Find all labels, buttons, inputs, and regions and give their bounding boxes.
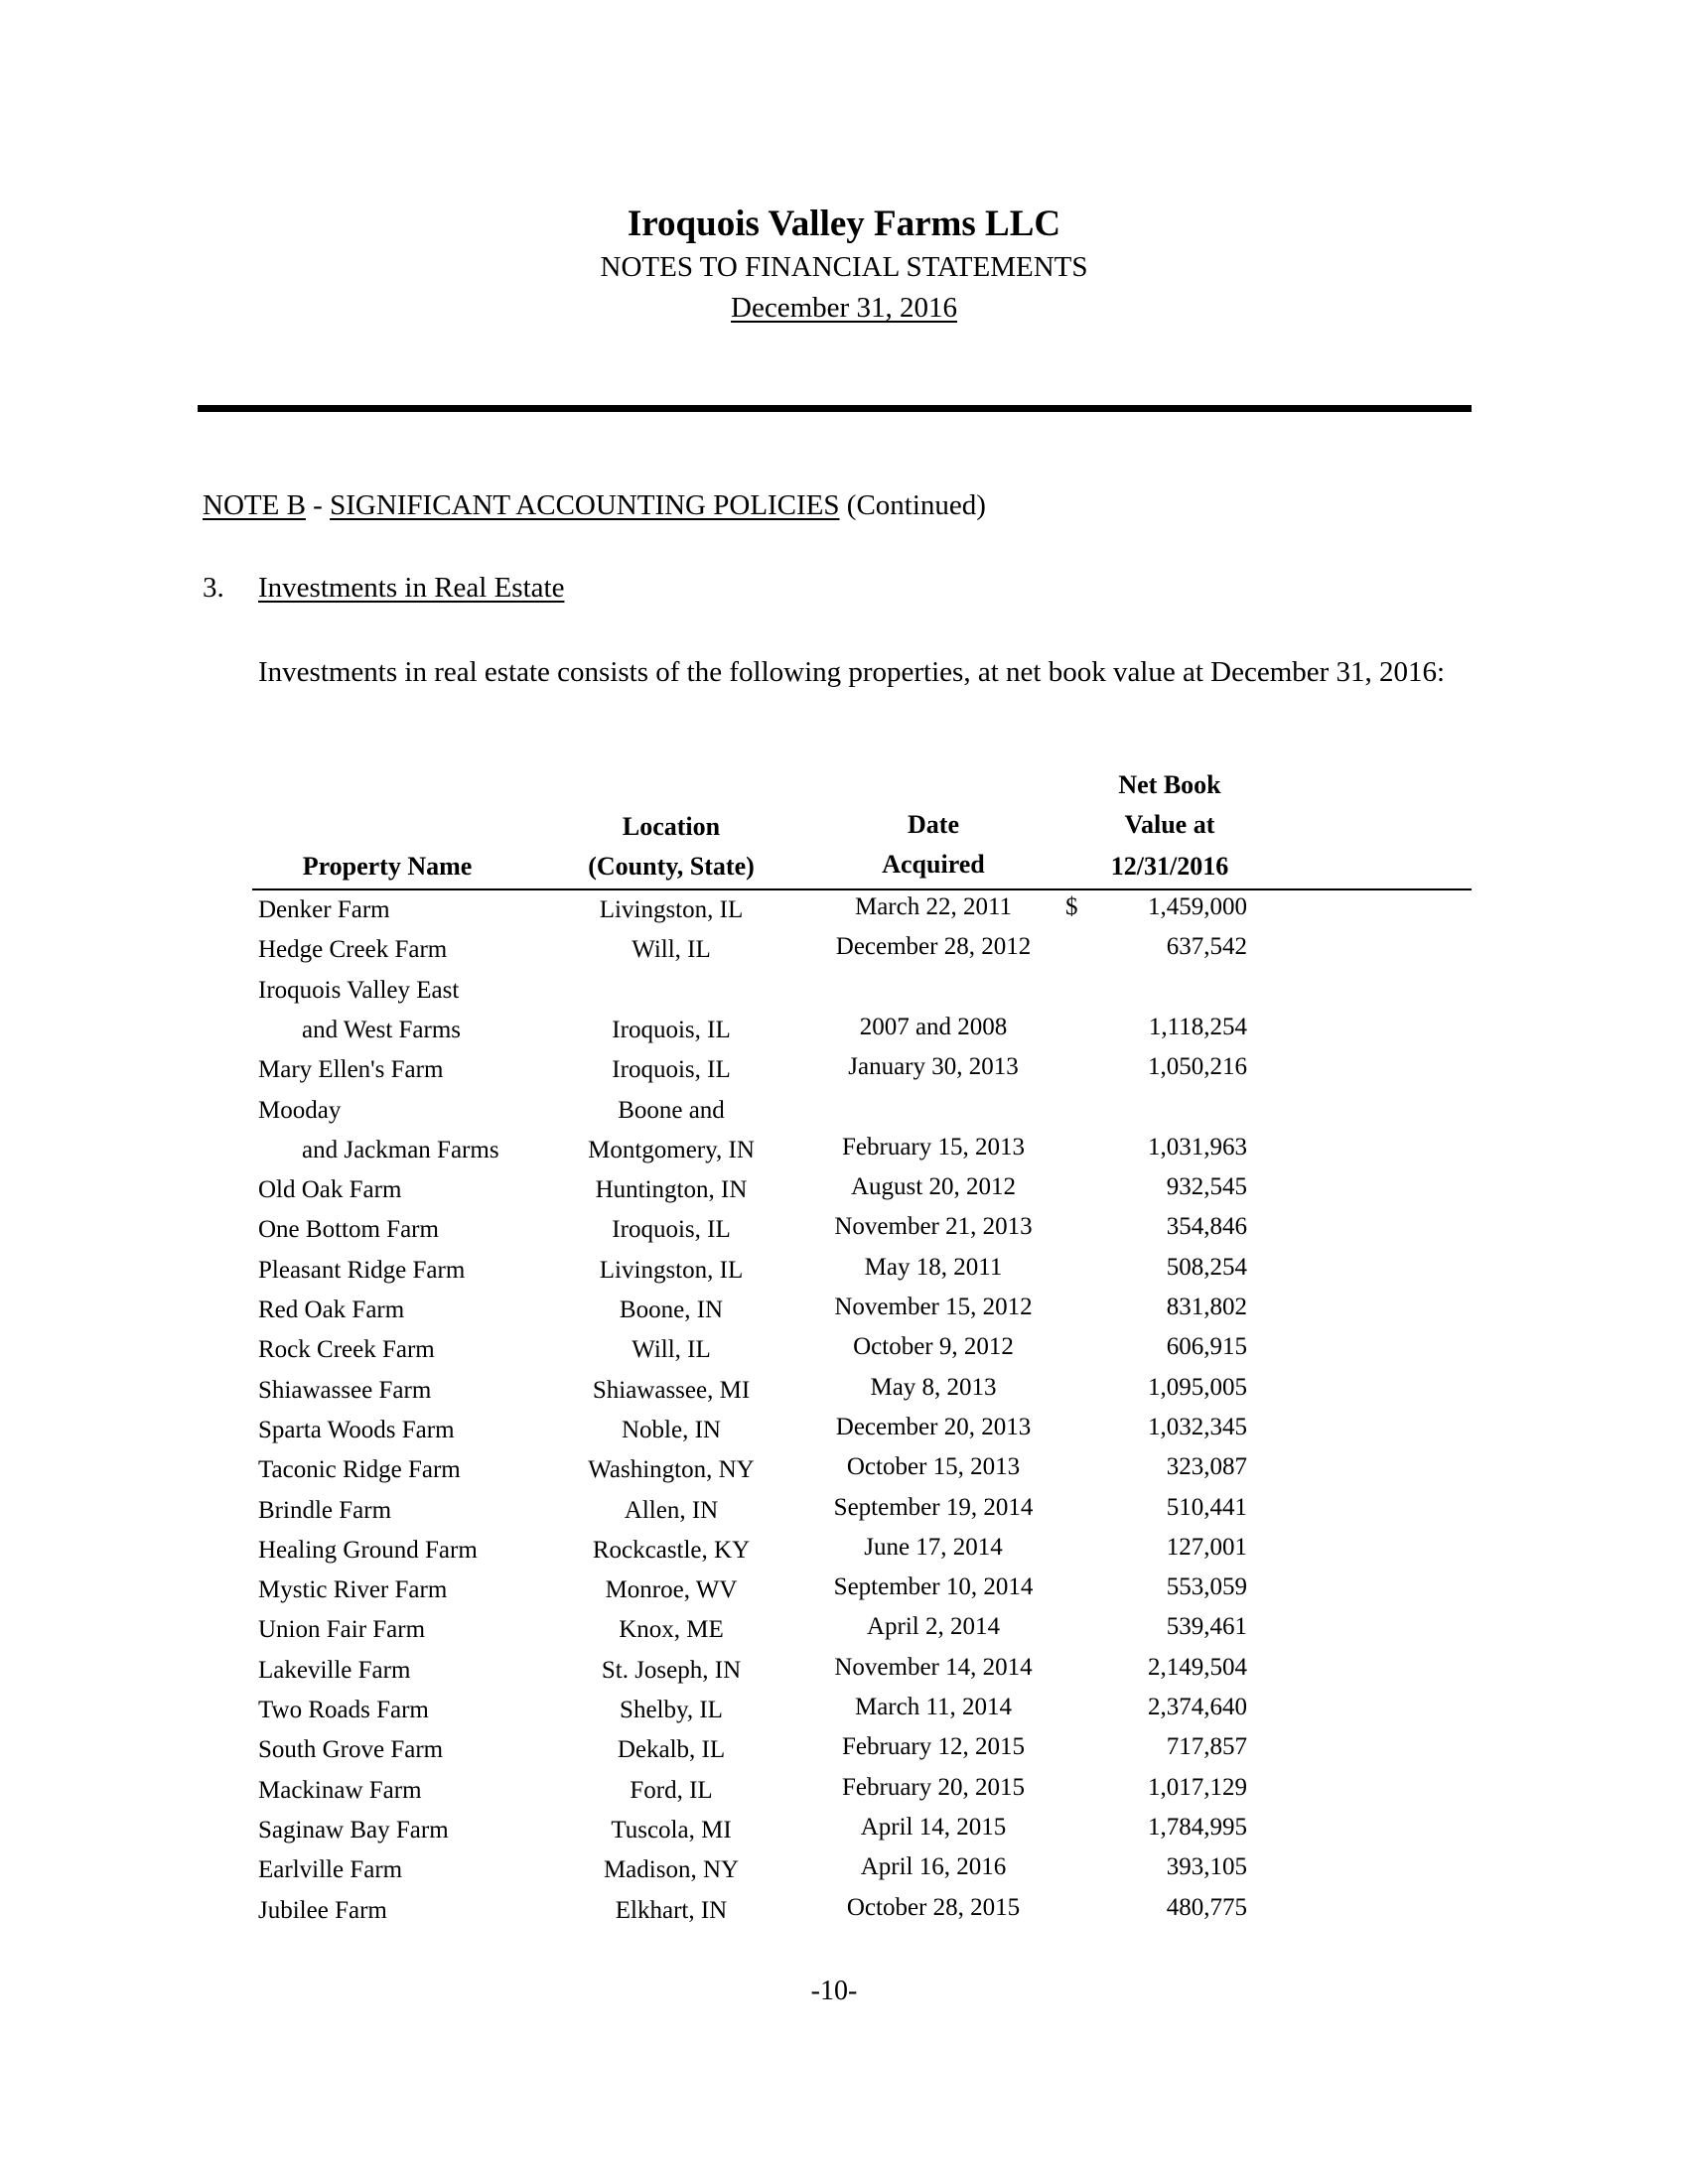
- header-value-line1: Net Book: [1118, 770, 1221, 799]
- currency-symbol: $: [1065, 893, 1078, 920]
- property-name-cell: South Grove Farm: [258, 1736, 444, 1764]
- property-name-cell: Union Fair Farm: [258, 1616, 426, 1644]
- table-row: [0, 1533, 1688, 1576]
- table-row: [0, 1253, 1688, 1297]
- net-book-value-cell: 1,050,216: [1148, 1053, 1247, 1081]
- table-row: [0, 1173, 1688, 1216]
- table-row: [0, 1493, 1688, 1537]
- table-row: [0, 1413, 1688, 1456]
- property-name-cell: Mackinaw Farm: [258, 1776, 422, 1804]
- property-name-cell: One Bottom Farm: [258, 1216, 439, 1244]
- property-name-cell: Mooday: [258, 1096, 342, 1124]
- property-name-cell: Rock Creek Farm: [258, 1336, 435, 1364]
- property-name-cell: Earlville Farm: [258, 1856, 403, 1884]
- date-acquired-cell: September 19, 2014: [833, 1493, 1034, 1521]
- property-name-cell: Lakeville Farm: [258, 1656, 411, 1684]
- company-title: Iroquois Valley Farms LLC: [627, 204, 1061, 244]
- note-separator: -: [305, 489, 331, 521]
- net-book-value-cell: 637,542: [1166, 933, 1247, 961]
- table-row: [0, 933, 1688, 976]
- header-date-line1: Date: [908, 810, 959, 839]
- location-cell: Iroquois, IL: [612, 1216, 731, 1244]
- header-divider: [198, 405, 1472, 412]
- location-cell: Noble, IN: [622, 1416, 721, 1443]
- location-cell: Rockcastle, KY: [592, 1536, 751, 1564]
- net-book-value-cell: 1,095,005: [1148, 1373, 1247, 1401]
- location-cell: Montgomery, IN: [588, 1136, 755, 1163]
- statement-date: December 31, 2016: [731, 292, 957, 324]
- property-name-cell: and West Farms: [302, 1016, 462, 1043]
- property-name-cell: Sparta Woods Farm: [258, 1416, 455, 1443]
- table-row: [0, 1333, 1688, 1376]
- note-heading: [203, 489, 986, 522]
- location-cell: Monroe, WV: [605, 1576, 738, 1604]
- property-name-cell: Pleasant Ridge Farm: [258, 1256, 466, 1284]
- section-paragraph: Investments in real estate consists of the following properties, at net book value at December 31, 2016:: [258, 656, 1446, 688]
- date-acquired-cell: April 2, 2014: [866, 1613, 1001, 1641]
- location-cell: Iroquois, IL: [612, 1016, 731, 1043]
- net-book-value-cell: 393,105: [1166, 1853, 1247, 1881]
- property-name-cell: Old Oak Farm: [258, 1176, 402, 1204]
- property-name-cell: Mystic River Farm: [258, 1576, 448, 1604]
- table-row: [0, 1013, 1688, 1056]
- date-acquired-cell: December 28, 2012: [835, 933, 1032, 961]
- header-location-line2: (County, State): [588, 852, 755, 881]
- header-value-line2: Value at: [1124, 810, 1215, 839]
- location-cell: Boone, IN: [619, 1297, 724, 1323]
- location-cell: Will, IL: [632, 1336, 711, 1364]
- date-acquired-cell: October 15, 2013: [846, 1453, 1021, 1481]
- property-name-cell: Healing Ground Farm: [258, 1536, 478, 1564]
- document-subtitle: NOTES TO FINANCIAL STATEMENTS: [600, 251, 1088, 283]
- table-row: [0, 1573, 1688, 1616]
- location-cell: Elkhart, IN: [615, 1896, 728, 1924]
- net-book-value-cell: 480,775: [1166, 1893, 1247, 1921]
- date-acquired-cell: October 9, 2012: [853, 1333, 1014, 1361]
- date-acquired-cell: February 12, 2015: [842, 1733, 1025, 1761]
- location-cell: Knox, ME: [619, 1616, 724, 1644]
- date-acquired-cell: November 14, 2014: [834, 1653, 1033, 1681]
- header-location-line1: Location: [622, 812, 721, 841]
- note-suffix: (Continued): [839, 489, 986, 521]
- date-acquired-cell: August 20, 2012: [851, 1173, 1016, 1201]
- table-row: [0, 1694, 1688, 1736]
- location-cell: Boone and: [618, 1096, 725, 1124]
- net-book-value-cell: 1,118,254: [1148, 1013, 1247, 1040]
- date-acquired-cell: May 8, 2013: [870, 1373, 997, 1401]
- location-cell: Livingston, IL: [599, 896, 744, 923]
- net-book-value-cell: 508,254: [1166, 1253, 1247, 1281]
- net-book-value-cell: 1,784,995: [1148, 1813, 1247, 1841]
- table-row: [0, 1373, 1688, 1417]
- table-row: [0, 1097, 1688, 1137]
- table-row: [0, 1893, 1688, 1937]
- date-acquired-cell: February 15, 2013: [842, 1133, 1025, 1160]
- location-cell: Ford, IL: [630, 1776, 713, 1804]
- net-book-value-cell: 831,802: [1166, 1294, 1247, 1320]
- table-row: [0, 1294, 1688, 1336]
- table-row: [0, 893, 1688, 936]
- table-row: [0, 1053, 1688, 1096]
- net-book-value-cell: 1,459,000: [1148, 893, 1247, 920]
- net-book-value-cell: 354,846: [1166, 1213, 1247, 1241]
- date-acquired-cell: November 21, 2013: [834, 1213, 1033, 1241]
- table-row: [0, 1133, 1688, 1176]
- net-book-value-cell: 606,915: [1166, 1333, 1247, 1361]
- location-cell: Shelby, IL: [620, 1697, 723, 1723]
- net-book-value-cell: 323,087: [1166, 1453, 1247, 1481]
- property-name-cell: Denker Farm: [258, 896, 390, 923]
- net-book-value-cell: 510,441: [1166, 1493, 1247, 1521]
- header-value-line3: 12/31/2016: [1110, 852, 1229, 881]
- table-row: [0, 1813, 1688, 1856]
- date-acquired-cell: June 17, 2014: [864, 1533, 1003, 1561]
- property-name-cell: Saginaw Bay Farm: [258, 1816, 449, 1843]
- location-cell: Iroquois, IL: [612, 1056, 731, 1084]
- date-acquired-cell: November 15, 2012: [834, 1294, 1033, 1320]
- table-row: [0, 1733, 1688, 1776]
- date-acquired-cell: December 20, 2013: [835, 1413, 1032, 1440]
- date-acquired-cell: September 10, 2014: [833, 1573, 1034, 1601]
- date-acquired-cell: March 11, 2014: [854, 1694, 1013, 1720]
- location-cell: Allen, IN: [624, 1496, 719, 1524]
- property-name-cell: Two Roads Farm: [258, 1697, 429, 1723]
- table-row: [0, 977, 1688, 1017]
- note-title: SIGNIFICANT ACCOUNTING POLICIES: [330, 489, 840, 521]
- date-acquired-cell: 2007 and 2008: [859, 1013, 1008, 1040]
- location-cell: Livingston, IL: [599, 1256, 744, 1284]
- table-row: [0, 1773, 1688, 1817]
- date-acquired-cell: May 18, 2011: [864, 1253, 1003, 1281]
- net-book-value-cell: 2,149,504: [1148, 1653, 1247, 1681]
- header-property-name: Property Name: [302, 852, 473, 881]
- table-row: [0, 1853, 1688, 1896]
- net-book-value-cell: 2,374,640: [1148, 1694, 1247, 1720]
- location-cell: St. Joseph, IN: [601, 1656, 742, 1684]
- table-row: [0, 1453, 1688, 1496]
- location-cell: Will, IL: [632, 936, 711, 964]
- property-name-cell: Red Oak Farm: [258, 1297, 405, 1323]
- location-cell: Dekalb, IL: [617, 1736, 726, 1764]
- property-name-cell: Taconic Ridge Farm: [258, 1456, 461, 1484]
- table-row: [0, 1613, 1688, 1656]
- net-book-value-cell: 1,031,963: [1148, 1133, 1247, 1160]
- net-book-value-cell: 1,017,129: [1148, 1773, 1247, 1801]
- location-cell: Shiawassee, MI: [592, 1376, 751, 1404]
- date-acquired-cell: March 22, 2011: [854, 893, 1013, 920]
- property-name-cell: Mary Ellen's Farm: [258, 1056, 444, 1084]
- location-cell: Washington, NY: [588, 1456, 755, 1484]
- date-acquired-cell: January 30, 2013: [848, 1053, 1019, 1081]
- location-cell: Tuscola, MI: [611, 1816, 732, 1843]
- property-name-cell: Jubilee Farm: [258, 1896, 387, 1924]
- table-row: [0, 1213, 1688, 1256]
- net-book-value-cell: 553,059: [1166, 1573, 1247, 1601]
- date-acquired-cell: April 14, 2015: [860, 1813, 1007, 1841]
- table-header-rule: [252, 888, 1472, 890]
- page-number: -10-: [810, 1976, 858, 2006]
- header-date-line2: Acquired: [882, 850, 985, 879]
- date-acquired-cell: April 16, 2016: [860, 1853, 1007, 1881]
- property-name-cell: Hedge Creek Farm: [258, 936, 448, 964]
- property-name-cell: and Jackman Farms: [302, 1136, 499, 1163]
- section-number: 3.: [203, 572, 224, 604]
- property-name-cell: Shiawassee Farm: [258, 1376, 432, 1404]
- net-book-value-cell: 932,545: [1166, 1173, 1247, 1201]
- net-book-value-cell: 127,001: [1166, 1533, 1247, 1561]
- note-label: NOTE B: [203, 489, 306, 521]
- net-book-value-cell: 539,461: [1166, 1613, 1247, 1641]
- net-book-value-cell: 1,032,345: [1148, 1413, 1247, 1440]
- table-row: [0, 1653, 1688, 1697]
- date-acquired-cell: October 28, 2015: [846, 1893, 1021, 1921]
- location-cell: Huntington, IN: [595, 1176, 748, 1204]
- property-name-cell: Iroquois Valley East: [258, 976, 460, 1004]
- net-book-value-cell: 717,857: [1166, 1733, 1247, 1761]
- location-cell: Madison, NY: [603, 1856, 740, 1884]
- date-acquired-cell: February 20, 2015: [842, 1773, 1025, 1801]
- property-name-cell: Brindle Farm: [258, 1496, 392, 1524]
- section-heading: Investments in Real Estate: [258, 572, 565, 604]
